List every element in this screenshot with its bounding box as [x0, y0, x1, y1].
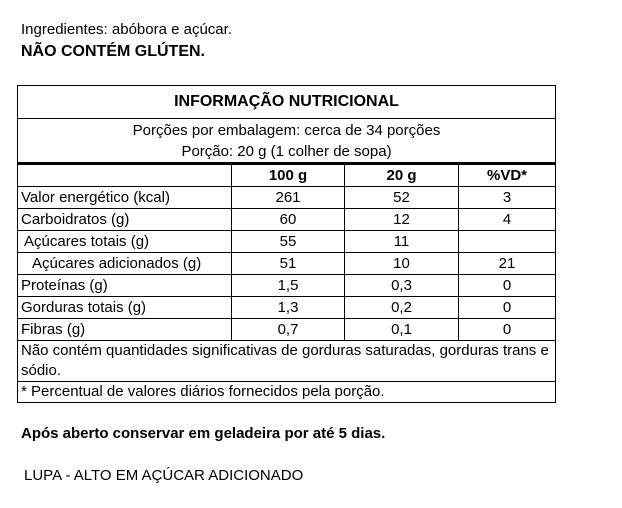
nutrient-label: Açúcares totais (g) — [18, 231, 232, 253]
value-20g: 0,3 — [345, 275, 459, 297]
value-20g: 52 — [345, 187, 459, 209]
storage-instructions: Após aberto conservar em geladeira por até 5 dias. — [21, 425, 386, 442]
value-100g: 261 — [232, 187, 345, 209]
value-100g: 60 — [232, 209, 345, 231]
nutrition-footnote: * Percentual de valores diários fornecidos pela porção. — [18, 382, 556, 403]
value-100g: 1,3 — [232, 297, 345, 319]
table-row — [18, 275, 556, 297]
gluten-notice: NÃO CONTÉM GLÚTEN. — [21, 43, 205, 60]
value-vd: 4 — [459, 209, 556, 231]
ingredients-text: Ingredientes: abóbora e açúcar. — [21, 21, 232, 38]
value-vd — [459, 231, 556, 253]
column-header-20g: 20 g — [345, 164, 459, 187]
nutrient-label: Carboidratos (g) — [18, 209, 232, 231]
value-100g: 0,7 — [232, 319, 345, 341]
column-header-row — [18, 164, 556, 187]
nutrient-label: Fibras (g) — [18, 319, 232, 341]
table-row — [18, 209, 556, 231]
value-20g: 0,1 — [345, 319, 459, 341]
column-header-100g: 100 g — [232, 164, 345, 187]
table-row — [18, 297, 556, 319]
note-row — [18, 341, 556, 382]
value-vd: 0 — [459, 297, 556, 319]
nutrient-label: Valor energético (kcal) — [18, 187, 232, 209]
value-vd: 0 — [459, 319, 556, 341]
table-row — [18, 253, 556, 275]
value-100g: 55 — [232, 231, 345, 253]
serving-info — [18, 119, 556, 164]
value-100g: 51 — [232, 253, 345, 275]
front-warning-label: LUPA - ALTO EM AÇÚCAR ADICIONADO — [24, 467, 304, 484]
value-vd: 21 — [459, 253, 556, 275]
value-20g: 11 — [345, 231, 459, 253]
value-100g: 1,5 — [232, 275, 345, 297]
table-row — [18, 319, 556, 341]
footnote-row — [18, 382, 556, 403]
column-header-vd: %VD* — [459, 164, 556, 187]
column-header-nutrient — [18, 164, 232, 187]
value-20g: 12 — [345, 209, 459, 231]
value-20g: 10 — [345, 253, 459, 275]
nutrition-title-row — [18, 86, 556, 119]
nutrition-facts-table — [17, 85, 556, 403]
nutrition-title: INFORMAÇÃO NUTRICIONAL — [18, 86, 556, 119]
nutrient-label: Açúcares adicionados (g) — [18, 253, 232, 275]
value-20g: 0,2 — [345, 297, 459, 319]
table-row — [18, 187, 556, 209]
value-vd: 0 — [459, 275, 556, 297]
nutrient-label: Gorduras totais (g) — [18, 297, 232, 319]
value-vd: 3 — [459, 187, 556, 209]
serving-info-row — [18, 119, 556, 164]
nutrient-label: Proteínas (g) — [18, 275, 232, 297]
servings-per-package: Porções por embalagem: cerca de 34 porções — [132, 121, 441, 139]
nutrition-note: Não contém quantidades significativas de gorduras saturadas, gorduras trans e sódio. — [18, 341, 556, 382]
table-row — [18, 231, 556, 253]
serving-size: Porção: 20 g (1 colher de sopa) — [181, 142, 392, 160]
